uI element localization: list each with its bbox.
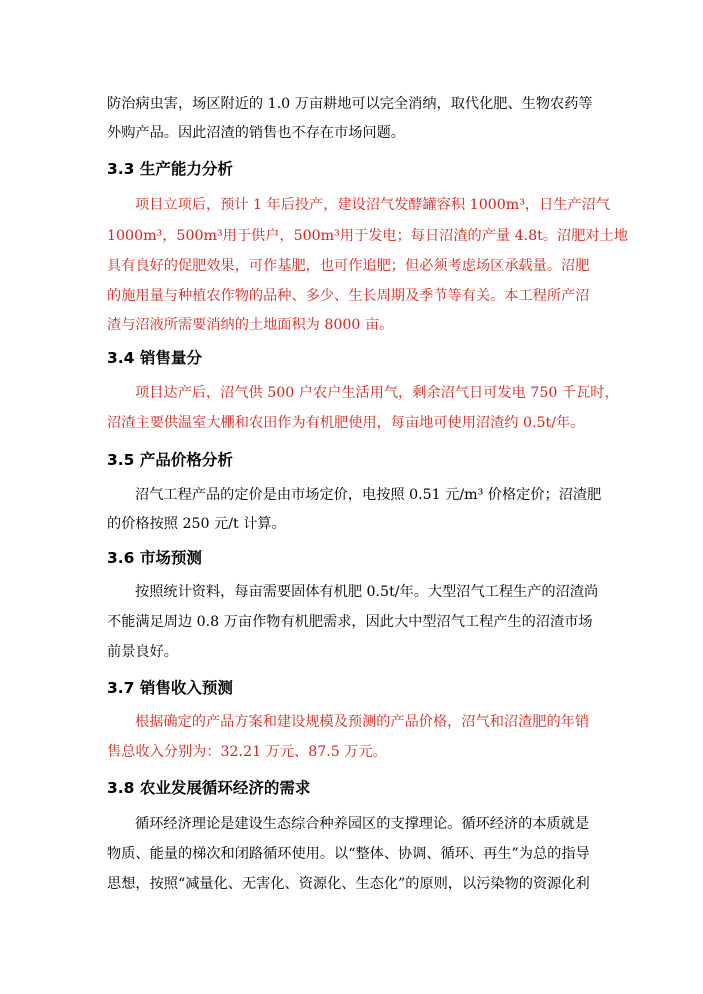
section-heading-3-8: 3.8 农业发展循环经济的需求 [107,779,311,797]
section-heading-3-3: 3.3 生产能力分析 [107,160,233,178]
s34-line-2: 沼渣主要供温室大棚和农田作为有机肥使用，每亩地可使用沼渣约 0.5t/年。 [107,415,585,431]
s36-line-3: 前景良好。 [107,644,178,660]
s37-line-2: 售总收入分别为：32.21 万元、87.5 万元。 [107,744,387,760]
section-heading-3-5: 3.5 产品价格分析 [107,451,233,469]
s35-line-1: 沼气工程产品的定价是由市场定价，电按照 0.51 元/m³ 价格定价；沼渣肥 [135,487,602,503]
s35-line-2: 的价格按照 250 元/t 计算。 [107,516,286,532]
intro-line-2: 外购产品。因此沼渣的销售也不存在市场问题。 [107,125,405,141]
s33-line-3: 具有良好的促肥效果，可作基肥，也可作追肥；但必须考虑场区承载量。沼肥 [107,258,590,274]
section-heading-3-6: 3.6 市场预测 [107,549,202,567]
s37-line-1: 根据确定的产品方案和建设规模及预测的产品价格，沼气和沼渣肥的年销 [135,714,590,730]
s38-line-1: 循环经济理论是建设生态综合种养园区的支撑理论。循环经济的本质就是 [135,816,590,832]
s33-line-4: 的施用量与种植农作物的品种、多少、生长周期及季节等有关。本工程所产沼 [107,288,590,304]
s33-line-5: 渣与沼液所需要消纳的土地面积为 8000 亩。 [107,317,394,333]
s38-line-2: 物质、能量的梯次和闭路循环使用。以“整体、协调、循环、再生”为总的指导 [107,846,590,862]
s38-line-3: 思想，按照“减量化、无害化、资源化、生态化”的原则，以污染物的资源化利 [107,876,590,892]
s34-line-1: 项目达产后，沼气供 500 户农户生活用气，剩余沼气日可发电 750 千瓦时， [135,385,619,401]
s33-line-2: 1000m³，500m³用于供户，500m³用于发电；每日沼渣的产量 4.8t。沼肥对土地 [107,228,628,244]
intro-line-1: 防治病虫害，场区附近的 1.0 万亩耕地可以完全消纳，取代化肥、生物农药等 [107,96,593,112]
section-heading-3-7: 3.7 销售收入预测 [107,679,233,697]
s33-line-1: 项目立项后，预计 1 年后投产，建设沼气发酵罐容积 1000m³，日生产沼气 [135,197,611,213]
section-heading-3-4: 3.4 销售量分 [107,349,202,367]
s36-line-2: 不能满足周边 0.8 万亩作物有机肥需求，因此大中型沼气工程产生的沼渣市场 [107,614,593,630]
s36-line-1: 按照统计资料，每亩需要固体有机肥 0.5t/年。大型沼气工程生产的沼渣尚 [135,584,599,600]
